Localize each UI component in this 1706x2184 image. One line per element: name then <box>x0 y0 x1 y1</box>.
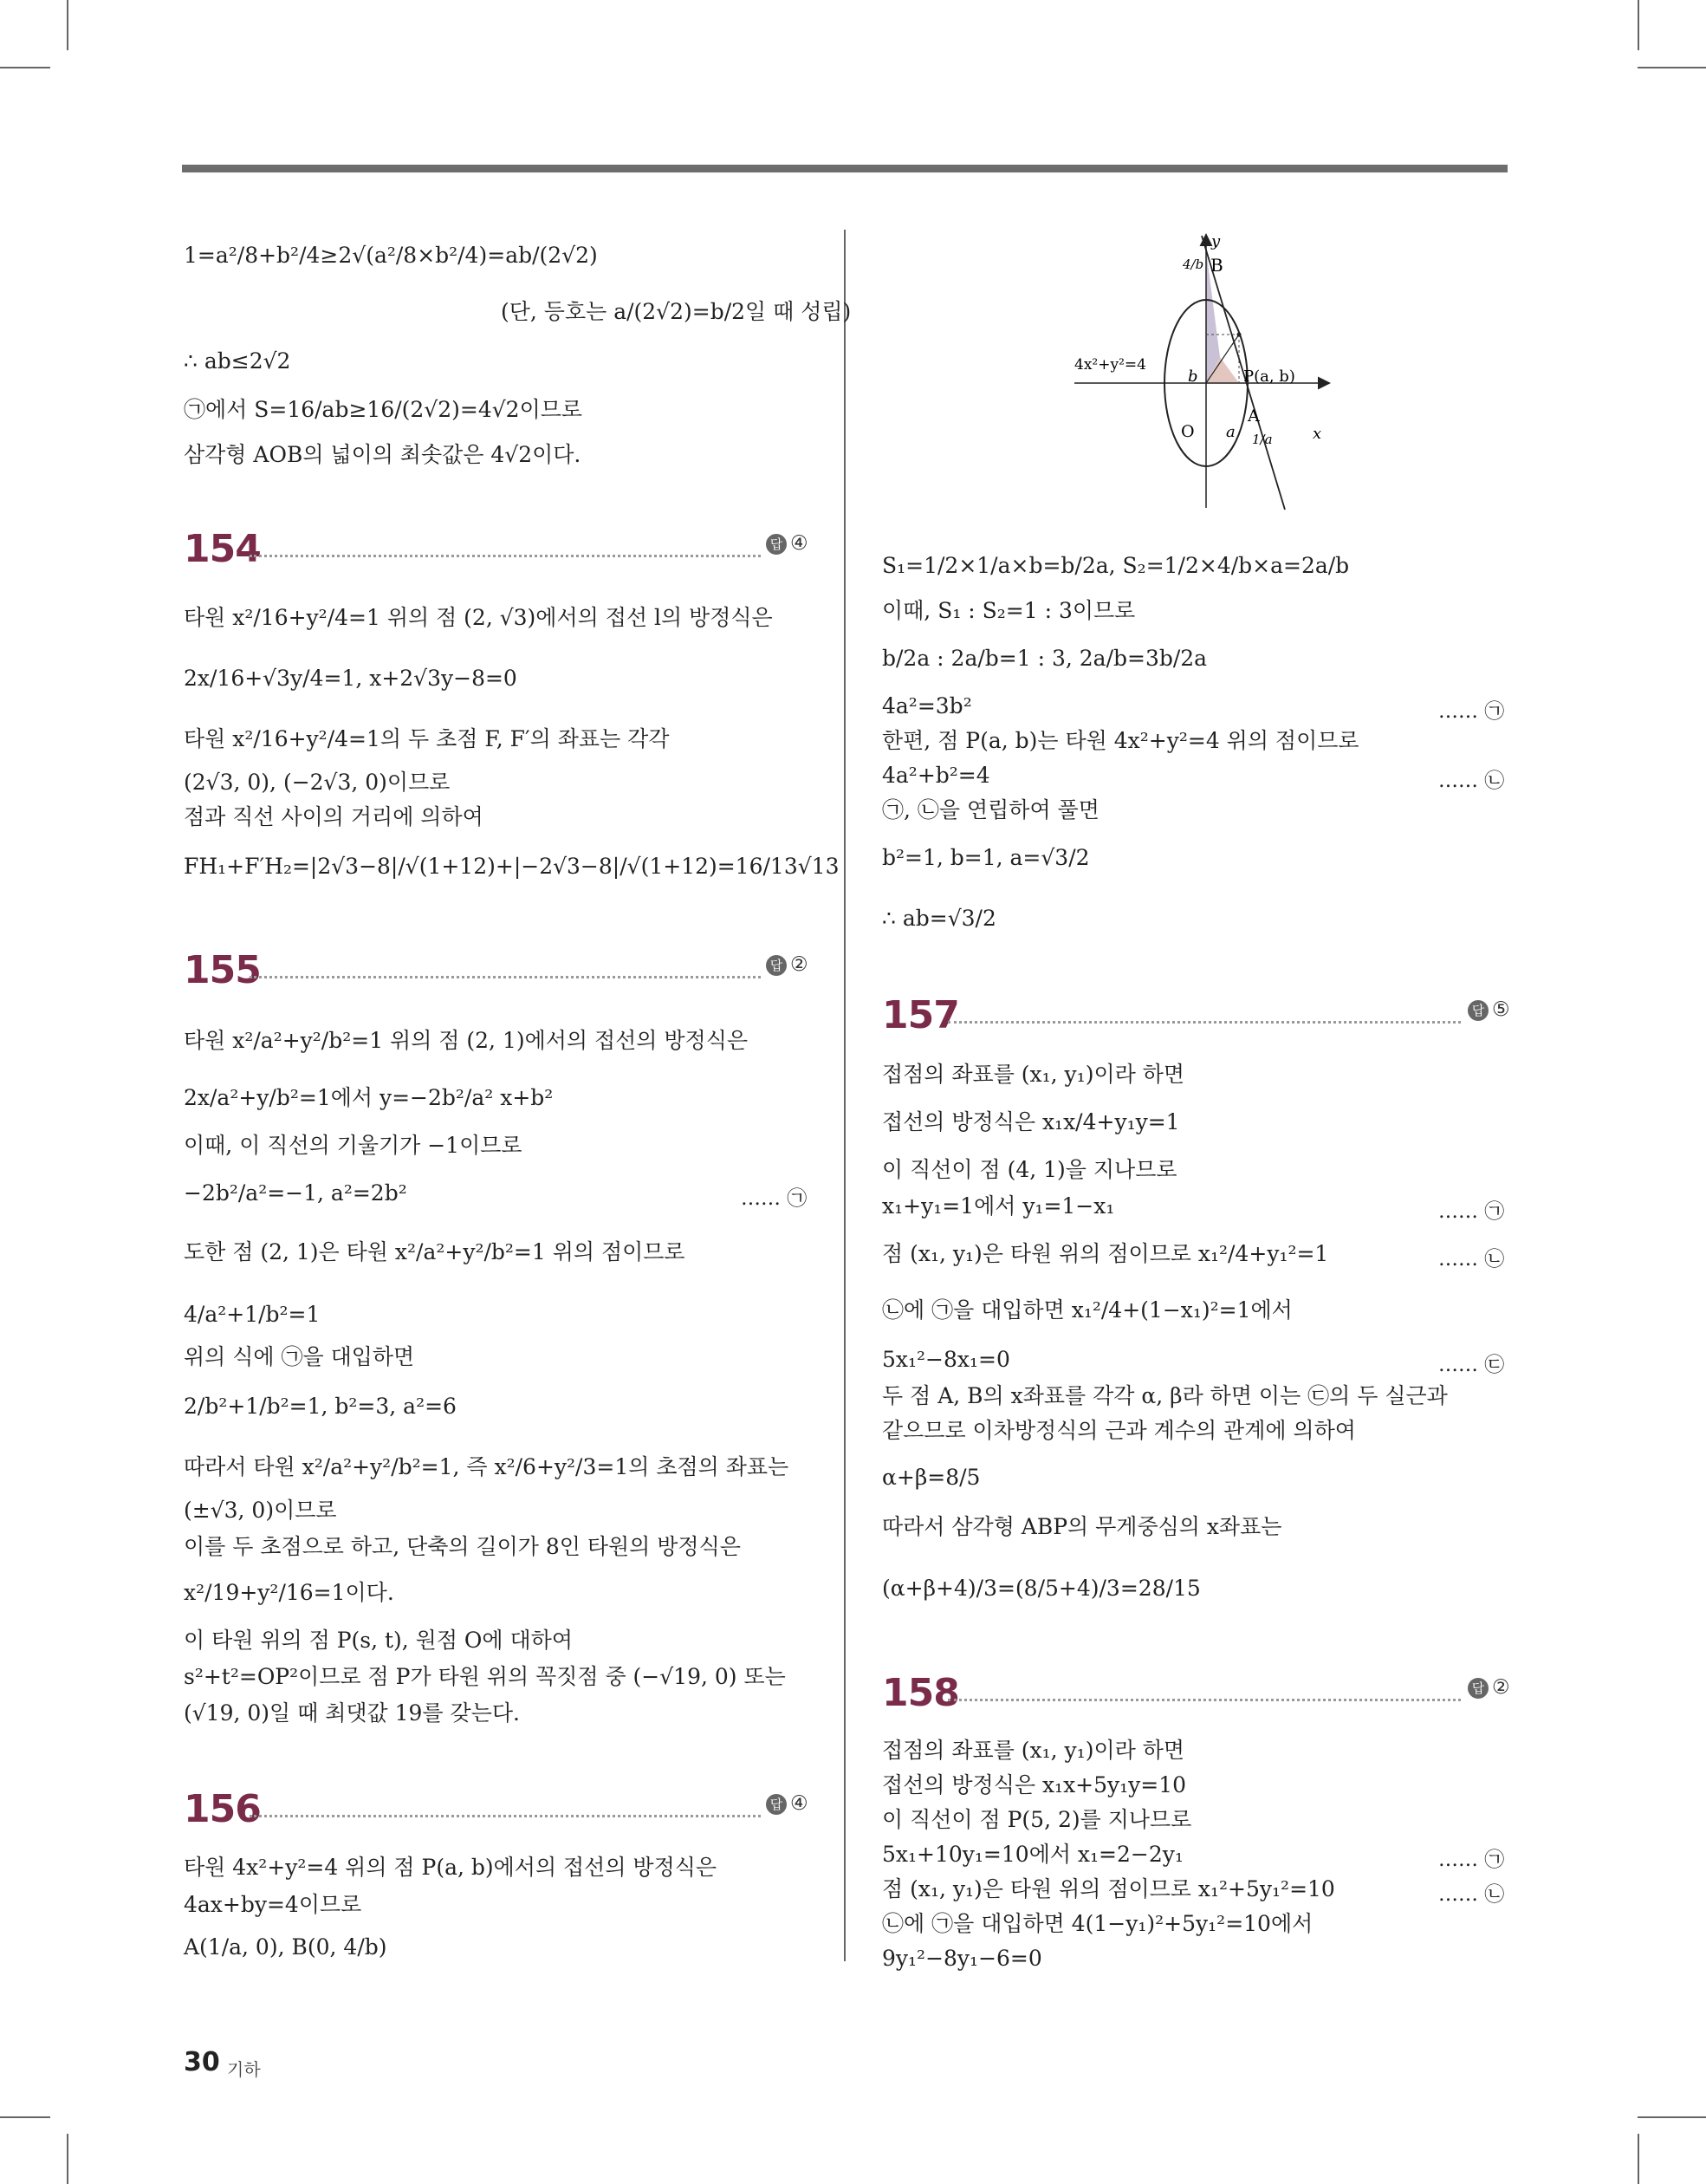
answer-value: ④ <box>790 532 808 555</box>
point-p <box>1237 333 1242 337</box>
page-subject: 기하 <box>227 2059 261 2080</box>
label-A: A <box>1248 406 1260 426</box>
solution-line: b²=1, b=1, a=√3/2 <box>882 845 1090 870</box>
solution-line: 도한 점 (2, 1)은 타원 x²/a²+y²/b²=1 위의 점이므로 <box>184 1239 685 1264</box>
solution-line: 5x₁+10y₁=10에서 x₁=2−2y₁ <box>882 1842 1184 1867</box>
solution-line: (√19, 0)일 때 최댓값 19를 갖는다. <box>184 1700 520 1726</box>
problem-number: 157 <box>882 993 959 1037</box>
solution-line: s²+t²=OP²이므로 점 P가 타원 위의 꼭짓점 중 (−√19, 0) 또는 <box>184 1664 786 1689</box>
answer-badge: 답 <box>766 534 787 555</box>
solution-line: 4ax+by=4이므로 <box>184 1892 362 1917</box>
solution-line: b/2a : 2a/b=1 : 3, 2a/b=3b/2a <box>882 646 1208 671</box>
solution-line: A(1/a, 0), B(0, 4/b) <box>184 1934 387 1960</box>
section-header-155 <box>184 948 812 1000</box>
equation-marker: …… ㉠ <box>1438 1200 1505 1223</box>
intro-line: ㉠에서 S=16/ab≥16/(2√2)=4√2이므로 <box>184 397 583 422</box>
page-number: 30 <box>184 2047 220 2077</box>
answer-value: ④ <box>790 1792 808 1815</box>
solution-line: ∴ ab=√3/2 <box>882 906 996 931</box>
answer-label <box>766 953 808 976</box>
solution-line: 접점의 좌표를 (x₁, y₁)이라 하면 <box>882 1062 1185 1087</box>
solution-line: 점 (x₁, y₁)은 타원 위의 점이므로 x₁²+5y₁²=10 <box>882 1876 1335 1901</box>
equation-marker: …… ㉢ <box>1438 1354 1505 1376</box>
answer-badge: 답 <box>1468 1678 1489 1699</box>
solution-line: 4a²+b²=4 <box>882 763 990 788</box>
solution-line: 두 점 A, B의 x좌표를 각각 α, β라 하면 이는 ㉢의 두 실근과 <box>882 1383 1448 1408</box>
solution-line: 9y₁²−8y₁−6=0 <box>882 1946 1042 1971</box>
solution-line: 이 타원 위의 점 P(s, t), 원점 O에 대하여 <box>184 1628 573 1653</box>
label-B: B <box>1210 255 1223 276</box>
solution-line: 타원 x²/16+y²/4=1 위의 점 (2, √3)에서의 접선 l의 방정식은 <box>184 605 773 630</box>
leader-dots <box>250 1815 761 1817</box>
answer-label <box>766 1792 808 1815</box>
solution-line: 같으므로 이차방정식의 근과 계수의 관계에 의하여 <box>882 1418 1356 1443</box>
crop-mark <box>0 67 50 68</box>
solution-line: S₁=1/2×1/a×b=b/2a, S₂=1/2×4/b×a=2a/b <box>882 553 1350 578</box>
solution-line: 2x/a²+y/b²=1에서 y=−2b²/a² x+b² <box>184 1085 554 1110</box>
label-y: y <box>1211 232 1221 250</box>
section-header-157 <box>882 993 1512 1045</box>
solution-line: (2√3, 0), (−2√3, 0)이므로 <box>184 770 451 795</box>
solution-line: −2b²/a²=−1, a²=2b² <box>184 1180 407 1206</box>
solution-line: 타원 x²/a²+y²/b²=1 위의 점 (2, 1)에서의 접선의 방정식은 <box>184 1028 749 1053</box>
equation-marker: …… ㉡ <box>1438 1248 1505 1271</box>
leader-dots <box>948 1021 1461 1024</box>
solution-line: (α+β+4)/3=(8/5+4)/3=28/15 <box>882 1576 1201 1601</box>
intro-line: 삼각형 AOB의 넓이의 최솟값은 4√2이다. <box>184 442 581 467</box>
label-four-over-b: 4/b <box>1183 257 1204 272</box>
header-rule <box>182 165 1508 172</box>
solution-line: FH₁+F′H₂=|2√3−8|/√(1+12)+|−2√3−8|/√(1+12)=16/13√13 <box>184 854 840 879</box>
solution-line: 4a²=3b² <box>882 693 972 718</box>
crop-mark <box>0 2116 50 2118</box>
answer-badge: 답 <box>1468 1000 1489 1021</box>
label-a: a <box>1226 423 1236 441</box>
solution-line: 점 (x₁, y₁)은 타원 위의 점이므로 x₁²/4+y₁²=1 <box>882 1241 1329 1266</box>
solution-line: ㉡에 ㉠을 대입하면 x₁²/4+(1−x₁)²=1에서 <box>882 1297 1293 1323</box>
answer-value: ⑤ <box>1492 998 1510 1021</box>
leader-dots <box>250 976 761 978</box>
crop-mark <box>1638 67 1706 68</box>
solution-line: 위의 식에 ㉠을 대입하면 <box>184 1344 415 1369</box>
problem-number: 154 <box>184 527 261 571</box>
solution-line: 이때, S₁ : S₂=1 : 3이므로 <box>882 598 1136 623</box>
solution-line: 이때, 이 직선의 기울기가 −1이므로 <box>184 1133 522 1158</box>
answer-value: ② <box>790 953 808 976</box>
label-x: x <box>1313 425 1322 443</box>
solution-line: 점과 직선 사이의 거리에 의하여 <box>184 804 483 829</box>
crop-mark <box>67 2134 68 2184</box>
solution-line: 타원 x²/16+y²/4=1의 두 초점 F, F′의 좌표는 각각 <box>184 726 670 751</box>
intro-line: ∴ ab≤2√2 <box>184 348 291 374</box>
solution-line: 따라서 삼각형 ABP의 무게중심의 x좌표는 <box>882 1514 1282 1539</box>
intro-line: 1=a²/8+b²/4≥2√(a²/8×b²/4)=ab/(2√2) <box>184 243 598 268</box>
solution-line: x₁+y₁=1에서 y₁=1−x₁ <box>882 1193 1115 1219</box>
solution-line: 2/b²+1/b²=1, b²=3, a²=6 <box>184 1394 457 1419</box>
column-divider <box>844 230 846 1961</box>
label-ellipse-eq: 4x²+y²=4 <box>1074 356 1146 374</box>
crop-mark <box>1638 0 1639 50</box>
solution-line: (±√3, 0)이므로 <box>184 1498 337 1523</box>
ellipse-tangent-figure <box>1061 232 1356 518</box>
label-O: O <box>1181 422 1195 441</box>
answer-value: ② <box>1492 1676 1510 1699</box>
solution-line: α+β=8/5 <box>882 1465 981 1490</box>
equation-marker: …… ㉠ <box>1438 700 1505 723</box>
leader-dots <box>250 555 761 557</box>
intro-line: (단, 등호는 a/(2√2)=b/2일 때 성립) <box>501 299 852 324</box>
solution-line: ㉠, ㉡을 연립하여 풀면 <box>882 797 1099 822</box>
problem-number: 156 <box>184 1787 261 1831</box>
label-P: P(a, b) <box>1243 367 1295 386</box>
problem-number: 158 <box>882 1671 959 1715</box>
solution-line: 5x₁²−8x₁=0 <box>882 1347 1010 1372</box>
label-one-over-a: 1/a <box>1252 432 1273 447</box>
solution-line: 한편, 점 P(a, b)는 타원 4x²+y²=4 위의 점이므로 <box>882 728 1359 753</box>
answer-label <box>1468 998 1510 1021</box>
solution-line: ㉡에 ㉠을 대입하면 4(1−y₁)²+5y₁²=10에서 <box>882 1911 1314 1936</box>
solution-line: 따라서 타원 x²/a²+y²/b²=1, 즉 x²/6+y²/3=1의 초점의 좌표는 <box>184 1454 789 1479</box>
label-b: b <box>1188 367 1198 386</box>
leader-dots <box>948 1699 1461 1701</box>
solution-line: 타원 4x²+y²=4 위의 점 P(a, b)에서의 접선의 방정식은 <box>184 1855 717 1880</box>
answer-badge: 답 <box>766 1794 787 1815</box>
crop-mark <box>67 0 68 50</box>
problem-number: 155 <box>184 948 261 992</box>
solution-line: 이 직선이 점 (4, 1)을 지나므로 <box>882 1157 1177 1182</box>
solution-line: 접선의 방정식은 x₁x/4+y₁y=1 <box>882 1109 1180 1134</box>
section-header-154 <box>184 527 812 579</box>
section-header-156 <box>184 1787 812 1839</box>
solution-line: 접선의 방정식은 x₁x+5y₁y=10 <box>882 1772 1187 1797</box>
answer-badge: 답 <box>766 955 787 976</box>
equation-marker: …… ㉡ <box>1438 770 1505 792</box>
solution-line: 4/a²+1/b²=1 <box>184 1302 321 1327</box>
crop-mark <box>1638 2134 1639 2184</box>
equation-marker: …… ㉠ <box>741 1187 808 1210</box>
section-header-158 <box>882 1671 1512 1723</box>
solution-line: 2x/16+√3y/4=1, x+2√3y−8=0 <box>184 666 517 691</box>
answer-label <box>1468 1676 1510 1699</box>
solution-line: 접점의 좌표를 (x₁, y₁)이라 하면 <box>882 1738 1185 1763</box>
answer-label <box>766 532 808 555</box>
solution-line: 이 직선이 점 P(5, 2)를 지나므로 <box>882 1807 1192 1832</box>
equation-marker: …… ㉠ <box>1438 1849 1505 1871</box>
solution-line: x²/19+y²/16=1이다. <box>184 1580 394 1605</box>
equation-marker: …… ㉡ <box>1438 1883 1505 1906</box>
solution-line: 이를 두 초점으로 하고, 단축의 길이가 8인 타원의 방정식은 <box>184 1534 741 1559</box>
crop-mark <box>1638 2116 1706 2118</box>
